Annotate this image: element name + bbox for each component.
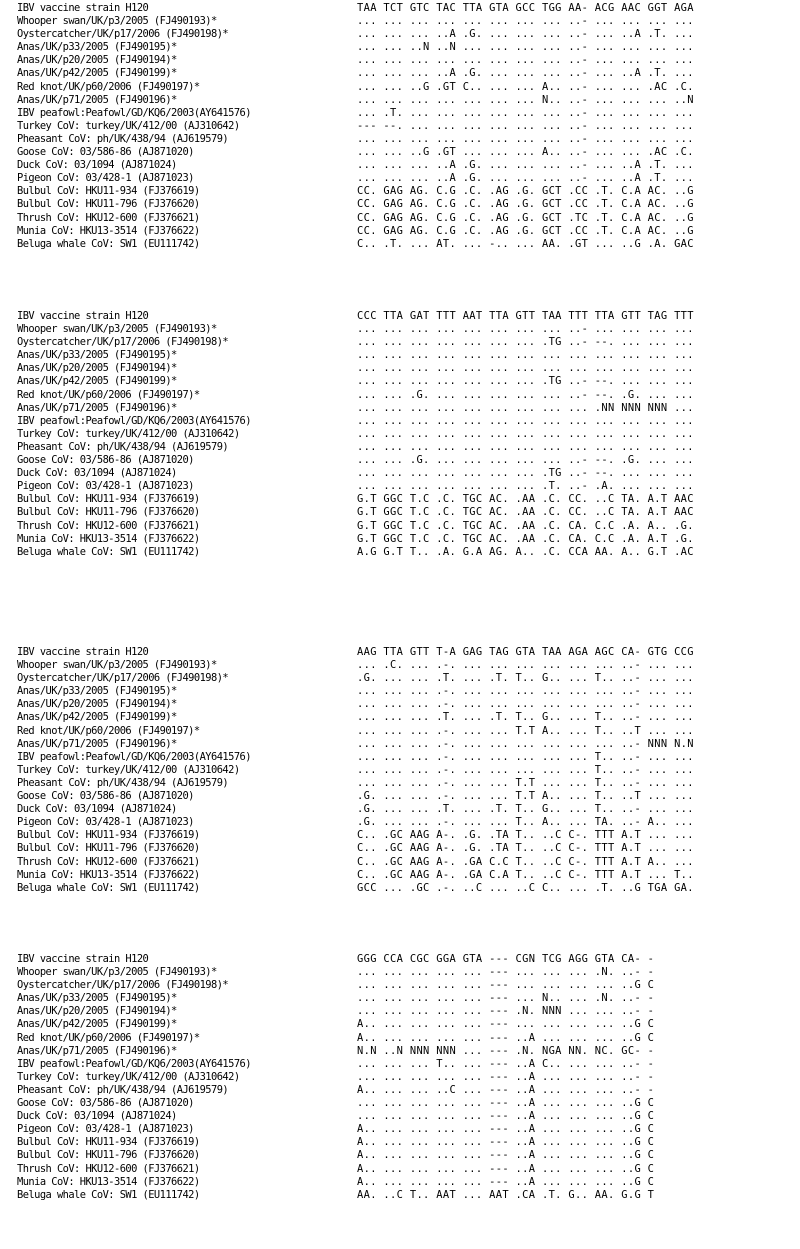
sequence-codons: ... ... ... T.. ... --- ..A C.. ... ... ..- - <box>357 1057 655 1070</box>
sequence-name: Anas/UK/p33/2005 (FJ490195)* <box>17 349 177 362</box>
sequence-codons: A.. ... ... ... ... --- ..A ... ... ... ..G C <box>357 1149 655 1162</box>
alignment-block-2 <box>0 310 800 559</box>
alignment-row <box>0 172 800 185</box>
sequence-codons: ... ... ... .-. ... ... ... ... ... ... ..- ... ... <box>357 685 694 698</box>
alignment-row <box>0 28 800 41</box>
sequence-codons: A.. ... ... ..C ... --- ..A ... ... ... ..- - <box>357 1083 655 1096</box>
alignment-row <box>0 1045 800 1058</box>
sequence-codons: CC. GAG AG. C.G .C. .AG .G. GCT .CC .T. C.A AC. ..G <box>357 185 694 198</box>
alignment-row <box>0 698 800 711</box>
sequence-codons: ... .T. ... ... ... ... ... ... ..- ... ... ... ... <box>357 106 694 119</box>
alignment-block-1 <box>0 2 800 251</box>
sequence-name: IBV vaccine strain H120 <box>17 310 149 322</box>
sequence-name: Bulbul CoV: HKU11-796 (FJ376620) <box>17 506 200 519</box>
alignment-row <box>0 428 800 441</box>
sequence-codons: N.N ..N NNN NNN ... --- .N. NGA NN. NC. GC- - <box>357 1044 655 1057</box>
alignment-row <box>0 520 800 533</box>
alignment-row <box>0 1163 800 1176</box>
sequence-name: Thrush CoV: HKU12-600 (FJ376621) <box>17 211 200 224</box>
sequence-codons: G.T GGC T.C .C. TGC AC. .AA .C. CA. C.C .A. A.. .G. <box>357 519 694 532</box>
sequence-codons: ... ... ... ..A .G. ... ... ... ..- ... ..A .T. ... <box>357 159 694 172</box>
sequence-codons: G.T GGC T.C .C. TGC AC. .AA .C. CA. C.C .A. A.T .G. <box>357 532 694 545</box>
sequence-codons: ... ... ... ... ... ... ... ... ... .NN NNN NNN ... <box>357 401 694 414</box>
sequence-name: Turkey CoV: turkey/UK/412/00 (AJ310642) <box>17 763 240 776</box>
sequence-codons: CC. GAG AG. C.G .C. .AG .G. GCT .TC .T. C.A AC. ..G <box>357 211 694 224</box>
sequence-codons: G.T GGC T.C .C. TGC AC. .AA .C. CC. ..C TA. A.T AAC <box>357 493 694 506</box>
sequence-codons: A.. ... ... ... ... --- ..A ... ... ... ..G C <box>357 1031 655 1044</box>
sequence-name: IBV peafowl:Peafowl/GD/KQ6/2003(AY641576) <box>17 750 251 763</box>
alignment-row <box>0 238 800 251</box>
sequence-name: Red knot/UK/p60/2006 (FJ490197)* <box>17 724 200 737</box>
sequence-codons: .G. ... ... .T. ... .T. T.. G.. ... T.. ..- ... ... <box>357 803 694 816</box>
sequence-codons: ... ... ... ... ... ... ... N.. ..- ... ... ... ..N <box>357 93 694 106</box>
sequence-codons: ... ... ... ... ... ... ... .TG ..- --. ... ... ... <box>357 375 694 388</box>
sequence-name: Anas/UK/p20/2005 (FJ490194)* <box>17 1005 177 1018</box>
sequence-name: IBV peafowl:Peafowl/GD/KQ6/2003(AY641576) <box>17 414 251 427</box>
alignment-row <box>0 1123 800 1136</box>
sequence-codons: ... ... ... ..A .G. ... ... ... ..- ... ..A .T. ... <box>357 67 694 80</box>
alignment-row <box>0 533 800 546</box>
alignment-row <box>0 441 800 454</box>
alignment-row <box>0 2 800 15</box>
sequence-codons: ... ... .G. ... ... ... ... ... ..- --. .G. ... ... <box>357 388 694 401</box>
sequence-name: Anas/UK/p42/2005 (FJ490199)* <box>17 67 177 80</box>
sequence-codons: ... ... ... ... ... ... ... ... ... ... ... ... ... <box>357 362 694 375</box>
alignment-row <box>0 146 800 159</box>
sequence-name: Pheasant CoV: ph/UK/438/94 (AJ619579) <box>17 440 229 453</box>
sequence-name: Bulbul CoV: HKU11-934 (FJ376619) <box>17 493 200 506</box>
alignment-row <box>0 685 800 698</box>
sequence-name: Oystercatcher/UK/p17/2006 (FJ490198)* <box>17 28 229 41</box>
sequence-name: Turkey CoV: turkey/UK/412/00 (AJ310642) <box>17 119 240 132</box>
alignment-row <box>0 856 800 869</box>
sequence-codons: ... ... ... ... ... ... ... ... ... ... ... ... ... <box>357 440 694 453</box>
sequence-codons: ... ... ... ... ... ... ... ... ..- ... ... ... ... <box>357 54 694 67</box>
sequence-name: Pigeon CoV: 03/428-1 (AJ871023) <box>17 172 194 185</box>
sequence-codons: A.. ... ... ... ... --- ... ... ... ... ..G C <box>357 1018 655 1031</box>
alignment-row <box>0 992 800 1005</box>
sequence-name: Whooper swan/UK/p3/2005 (FJ490193)* <box>17 15 217 28</box>
alignment-row <box>0 212 800 225</box>
sequence-codons: ... ... ... ... ... ... ... ... ..- ... ... ... ... <box>357 15 694 28</box>
alignment-row <box>0 738 800 751</box>
sequence-name: IBV peafowl:Peafowl/GD/KQ6/2003(AY641576) <box>17 1057 251 1070</box>
sequence-name: Bulbul CoV: HKU11-934 (FJ376619) <box>17 1136 200 1149</box>
sequence-name: Beluga whale CoV: SW1 (EU111742) <box>17 545 200 558</box>
sequence-codons: ... ... ... .-. ... ... ... ... ... T.. ..- ... ... <box>357 750 694 763</box>
alignment-row <box>0 107 800 120</box>
sequence-name: Anas/UK/p33/2005 (FJ490195)* <box>17 685 177 698</box>
sequence-name: Beluga whale CoV: SW1 (EU111742) <box>17 237 200 250</box>
alignment-row <box>0 979 800 992</box>
alignment-row <box>0 659 800 672</box>
alignment-row <box>0 467 800 480</box>
sequence-name: Thrush CoV: HKU12-600 (FJ376621) <box>17 1162 200 1175</box>
sequence-codons: ... ... ... ... ... --- ... ... ... ... ..G C <box>357 979 655 992</box>
sequence-codons: ... ... ... ... ... --- .N. NNN ... ... ..- - <box>357 1005 655 1018</box>
alignment-row <box>0 362 800 375</box>
sequence-name: Whooper swan/UK/p3/2005 (FJ490193)* <box>17 659 217 672</box>
alignment-row <box>0 1071 800 1084</box>
alignment-row <box>0 402 800 415</box>
sequence-codons: TAA TCT GTC TAC TTA GTA GCC TGG AA- ACG AAC GGT AGA <box>357 2 694 14</box>
sequence-name: Thrush CoV: HKU12-600 (FJ376621) <box>17 519 200 532</box>
sequence-codons: ... ... ... ... ... --- ... ... ... .N. ..- - <box>357 966 655 979</box>
sequence-codons: ... .C. ... .-. ... ... ... ... ... ... ..- ... ... <box>357 659 694 672</box>
alignment-row <box>0 94 800 107</box>
sequence-codons: CC. GAG AG. C.G .C. .AG .G. GCT .CC .T. C.A AC. ..G <box>357 224 694 237</box>
sequence-codons: AA. ..C T.. AAT ... AAT .CA .T. G.. AA. G.G T <box>357 1188 655 1201</box>
alignment-row <box>0 506 800 519</box>
alignment-row <box>0 133 800 146</box>
alignment-row <box>0 764 800 777</box>
sequence-codons: C.. .T. ... AT. ... -.. ... AA. .GT ... ..G .A. GAC <box>357 237 694 250</box>
sequence-codons: GGG CCA CGC GGA GTA --- CGN TCG AGG GTA CA- - <box>357 953 655 965</box>
alignment-row <box>0 790 800 803</box>
alignment-row <box>0 1005 800 1018</box>
alignment-row <box>0 829 800 842</box>
sequence-codons: ... ... ..G .GT C.. ... ... A.. ..- ... ... .AC .C. <box>357 80 694 93</box>
sequence-name: Bulbul CoV: HKU11-796 (FJ376620) <box>17 198 200 211</box>
sequence-name: Oystercatcher/UK/p17/2006 (FJ490198)* <box>17 979 229 992</box>
sequence-name: Pigeon CoV: 03/428-1 (AJ871023) <box>17 1123 194 1136</box>
sequence-name: Red knot/UK/p60/2006 (FJ490197)* <box>17 1031 200 1044</box>
sequence-codons: A.. ... ... ... ... --- ..A ... ... ... ..G C <box>357 1136 655 1149</box>
alignment-row <box>0 323 800 336</box>
alignment-row <box>0 953 800 966</box>
alignment-row <box>0 120 800 133</box>
alignment-row <box>0 185 800 198</box>
alignment-row <box>0 711 800 724</box>
alignment-row <box>0 646 800 659</box>
sequence-codons: ... ... ... ..A .G. ... ... ... ..- ... ..A .T. ... <box>357 172 694 185</box>
sequence-codons: --- --. ... ... ... ... ... ... ..- ... ... ... ... <box>357 119 694 132</box>
sequence-name: Beluga whale CoV: SW1 (EU111742) <box>17 881 200 894</box>
alignment-row <box>0 67 800 80</box>
sequence-codons: .G. ... ... .T. ... .T. T.. G.. ... T.. ..- ... ... <box>357 672 694 685</box>
sequence-codons: ... ... ..N ..N ... ... ... ... ..- ... ... ... ... <box>357 41 694 54</box>
alignment-row <box>0 1032 800 1045</box>
sequence-name: Munia CoV: HKU13-3514 (FJ376622) <box>17 868 200 881</box>
alignment-row <box>0 1189 800 1202</box>
alignment-row <box>0 198 800 211</box>
alignment-row <box>0 966 800 979</box>
sequence-codons: A.. ... ... ... ... --- ..A ... ... ... ..G C <box>357 1162 655 1175</box>
sequence-name: Goose CoV: 03/586-86 (AJ871020) <box>17 1097 194 1110</box>
alignment-block-3 <box>0 646 800 895</box>
sequence-codons: ... ... ... ... ... ... ... .TG ..- --. ... ... ... <box>357 467 694 480</box>
sequence-codons: A.. ... ... ... ... --- ..A ... ... ... ..G C <box>357 1123 655 1136</box>
alignment-row <box>0 546 800 559</box>
alignment-row <box>0 882 800 895</box>
sequence-name: Bulbul CoV: HKU11-796 (FJ376620) <box>17 1149 200 1162</box>
alignment-row <box>0 310 800 323</box>
alignment-row <box>0 389 800 402</box>
alignment-row <box>0 816 800 829</box>
sequence-name: Duck CoV: 03/1094 (AJ871024) <box>17 467 177 480</box>
alignment-row <box>0 803 800 816</box>
sequence-name: Duck CoV: 03/1094 (AJ871024) <box>17 159 177 172</box>
sequence-name: IBV vaccine strain H120 <box>17 953 149 965</box>
alignment-row <box>0 751 800 764</box>
sequence-codons: ... ... .G. ... ... ... ... ... ..- --. .G. ... ... <box>357 454 694 467</box>
sequence-name: Red knot/UK/p60/2006 (FJ490197)* <box>17 388 200 401</box>
alignment-row <box>0 81 800 94</box>
sequence-codons: CC. GAG AG. C.G .C. .AG .G. GCT .CC .T. C.A AC. ..G <box>357 198 694 211</box>
sequence-codons: ... ... ... ... ... ... ... ... ... ... ... ... ... <box>357 427 694 440</box>
sequence-name: Anas/UK/p20/2005 (FJ490194)* <box>17 698 177 711</box>
sequence-codons: ... ... ... .-. ... ... ... ... ... T.. ..- ... ... <box>357 763 694 776</box>
sequence-codons: C.. .GC AAG A-. .GA C.A T.. ..C C-. TTT A.T ... T.. <box>357 868 694 881</box>
sequence-name: Oystercatcher/UK/p17/2006 (FJ490198)* <box>17 672 229 685</box>
sequence-name: Duck CoV: 03/1094 (AJ871024) <box>17 1110 177 1123</box>
alignment-row <box>0 1149 800 1162</box>
sequence-codons: ... ... ... .-. ... ... ... ... ... ... ..- ... ... <box>357 698 694 711</box>
alignment-row <box>0 1084 800 1097</box>
sequence-name: Munia CoV: HKU13-3514 (FJ376622) <box>17 224 200 237</box>
sequence-name: Munia CoV: HKU13-3514 (FJ376622) <box>17 532 200 545</box>
alignment-row <box>0 415 800 428</box>
alignment-row <box>0 225 800 238</box>
sequence-name: Pigeon CoV: 03/428-1 (AJ871023) <box>17 480 194 493</box>
sequence-name: Bulbul CoV: HKU11-796 (FJ376620) <box>17 842 200 855</box>
sequence-name: IBV vaccine strain H120 <box>17 646 149 658</box>
alignment-row <box>0 672 800 685</box>
sequence-name: Oystercatcher/UK/p17/2006 (FJ490198)* <box>17 336 229 349</box>
sequence-name: Whooper swan/UK/p3/2005 (FJ490193)* <box>17 966 217 979</box>
sequence-name: Munia CoV: HKU13-3514 (FJ376622) <box>17 1175 200 1188</box>
sequence-codons: AAG TTA GTT T-A GAG TAG GTA TAA AGA AGC CA- GTG CCG <box>357 646 694 658</box>
sequence-codons: .G. ... ... .-. ... ... T.. A.. ... TA. ..- A.. ... <box>357 816 694 829</box>
sequence-codons: G.T GGC T.C .C. TGC AC. .AA .C. CC. ..C TA. A.T AAC <box>357 506 694 519</box>
sequence-name: Anas/UK/p33/2005 (FJ490195)* <box>17 41 177 54</box>
alignment-row <box>0 1058 800 1071</box>
sequence-name: Anas/UK/p42/2005 (FJ490199)* <box>17 375 177 388</box>
sequence-name: Thrush CoV: HKU12-600 (FJ376621) <box>17 855 200 868</box>
sequence-name: Whooper swan/UK/p3/2005 (FJ490193)* <box>17 323 217 336</box>
sequence-name: Turkey CoV: turkey/UK/412/00 (AJ310642) <box>17 427 240 440</box>
sequence-name: Pheasant CoV: ph/UK/438/94 (AJ619579) <box>17 776 229 789</box>
alignment-row <box>0 1110 800 1123</box>
alignment-row <box>0 159 800 172</box>
sequence-codons: C.. .GC AAG A-. .G. .TA T.. ..C C-. TTT A.T ... ... <box>357 842 694 855</box>
sequence-name: Pheasant CoV: ph/UK/438/94 (AJ619579) <box>17 1083 229 1096</box>
sequence-codons: ... ... ... .-. ... ... ... ... ... ... ..- NNN N.N <box>357 737 694 750</box>
sequence-name: Goose CoV: 03/586-86 (AJ871020) <box>17 454 194 467</box>
alignment-row <box>0 842 800 855</box>
sequence-name: Anas/UK/p20/2005 (FJ490194)* <box>17 362 177 375</box>
sequence-name: Goose CoV: 03/586-86 (AJ871020) <box>17 790 194 803</box>
alignment-row <box>0 375 800 388</box>
alignment-row <box>0 1136 800 1149</box>
alignment-row <box>0 725 800 738</box>
sequence-name: Goose CoV: 03/586-86 (AJ871020) <box>17 146 194 159</box>
sequence-codons: ... ... ... .T. ... .T. T.. G.. ... T.. ..- ... ... <box>357 711 694 724</box>
sequence-codons: ... ... ... ... ... ... ... ... ... ... ... ... ... <box>357 414 694 427</box>
alignment-block-4 <box>0 953 800 1202</box>
sequence-codons: ... ... ... ... ... --- ... N.. ... .N. ..- - <box>357 992 655 1005</box>
alignment-row <box>0 869 800 882</box>
alignment-row <box>0 41 800 54</box>
sequence-codons: ... ... ... .-. ... ... T.T A.. ... T.. ..T ... ... <box>357 724 694 737</box>
sequence-codons: .G. ... ... .-. ... ... T.T A.. ... T.. ..T ... ... <box>357 790 694 803</box>
sequence-name: Turkey CoV: turkey/UK/412/00 (AJ310642) <box>17 1070 240 1083</box>
sequence-name: Anas/UK/p42/2005 (FJ490199)* <box>17 1018 177 1031</box>
sequence-name: IBV vaccine strain H120 <box>17 2 149 14</box>
sequence-codons: C.. .GC AAG A-. .G. .TA T.. ..C C-. TTT A.T ... ... <box>357 829 694 842</box>
sequence-codons: ... ... ... ... ... --- ..A ... ... ... ..- - <box>357 1070 655 1083</box>
sequence-name: Pigeon CoV: 03/428-1 (AJ871023) <box>17 816 194 829</box>
sequence-name: Red knot/UK/p60/2006 (FJ490197)* <box>17 80 200 93</box>
alignment-row <box>0 493 800 506</box>
sequence-name: Bulbul CoV: HKU11-934 (FJ376619) <box>17 185 200 198</box>
sequence-name: Anas/UK/p71/2005 (FJ490196)* <box>17 401 177 414</box>
alignment-row <box>0 1018 800 1031</box>
sequence-name: Beluga whale CoV: SW1 (EU111742) <box>17 1188 200 1201</box>
sequence-name: Bulbul CoV: HKU11-934 (FJ376619) <box>17 829 200 842</box>
sequence-name: Anas/UK/p33/2005 (FJ490195)* <box>17 992 177 1005</box>
sequence-codons: ... ... ..G .GT ... ... ... A.. ..- ... ... .AC .C. <box>357 146 694 159</box>
alignment-row <box>0 336 800 349</box>
sequence-codons: ... ... ... ... ... ... ... ... ..- ... ... ... ... <box>357 323 694 336</box>
sequence-name: IBV peafowl:Peafowl/GD/KQ6/2003(AY641576) <box>17 106 251 119</box>
sequence-codons: ... ... ... ... ... ... ... ... ..- ... ... ... ... <box>357 132 694 145</box>
alignment-row <box>0 54 800 67</box>
sequence-codons: ... ... ... .-. ... ... T.T ... ... T.. ..- ... ... <box>357 776 694 789</box>
sequence-name: Duck CoV: 03/1094 (AJ871024) <box>17 803 177 816</box>
sequence-codons: C.. .GC AAG A-. .GA C.C T.. ..C C-. TTT A.T A.. ... <box>357 855 694 868</box>
alignment-row <box>0 1176 800 1189</box>
alignment-row <box>0 1097 800 1110</box>
sequence-codons: ... ... ... ... ... --- ..A ... ... ... ..G C <box>357 1110 655 1123</box>
alignment-row <box>0 454 800 467</box>
sequence-codons: ... ... ... ... ... ... ... ... ... ... ... ... ... <box>357 349 694 362</box>
sequence-name: Anas/UK/p20/2005 (FJ490194)* <box>17 54 177 67</box>
sequence-codons: GCC ... .GC .-. ..C ... ..C C.. ... .T. ..G TGA GA. <box>357 881 694 894</box>
sequence-name: Anas/UK/p42/2005 (FJ490199)* <box>17 711 177 724</box>
sequence-name: Pheasant CoV: ph/UK/438/94 (AJ619579) <box>17 132 229 145</box>
sequence-codons: ... ... ... ... ... ... ... .T. ..- .A. ... ... ... <box>357 480 694 493</box>
alignment-row <box>0 349 800 362</box>
sequence-codons: ... ... ... ... ... --- ..A ... ... ... ..G C <box>357 1097 655 1110</box>
sequence-codons: ... ... ... ..A .G. ... ... ... ..- ... ..A .T. ... <box>357 28 694 41</box>
sequence-codons: A.. ... ... ... ... --- ..A ... ... ... ..G C <box>357 1175 655 1188</box>
sequence-codons: A.G G.T T.. .A. G.A AG. A.. .C. CCA AA. A.. G.T .AC <box>357 545 694 558</box>
alignment-row <box>0 777 800 790</box>
sequence-codons: CCC TTA GAT TTT AAT TTA GTT TAA TTT TTA GTT TAG TTT <box>357 310 694 322</box>
sequence-name: Anas/UK/p71/2005 (FJ490196)* <box>17 93 177 106</box>
alignment-row <box>0 480 800 493</box>
sequence-codons: ... ... ... ... ... ... ... .TG ..- --. ... ... ... <box>357 336 694 349</box>
sequence-name: Anas/UK/p71/2005 (FJ490196)* <box>17 1044 177 1057</box>
sequence-name: Anas/UK/p71/2005 (FJ490196)* <box>17 737 177 750</box>
alignment-row <box>0 15 800 28</box>
